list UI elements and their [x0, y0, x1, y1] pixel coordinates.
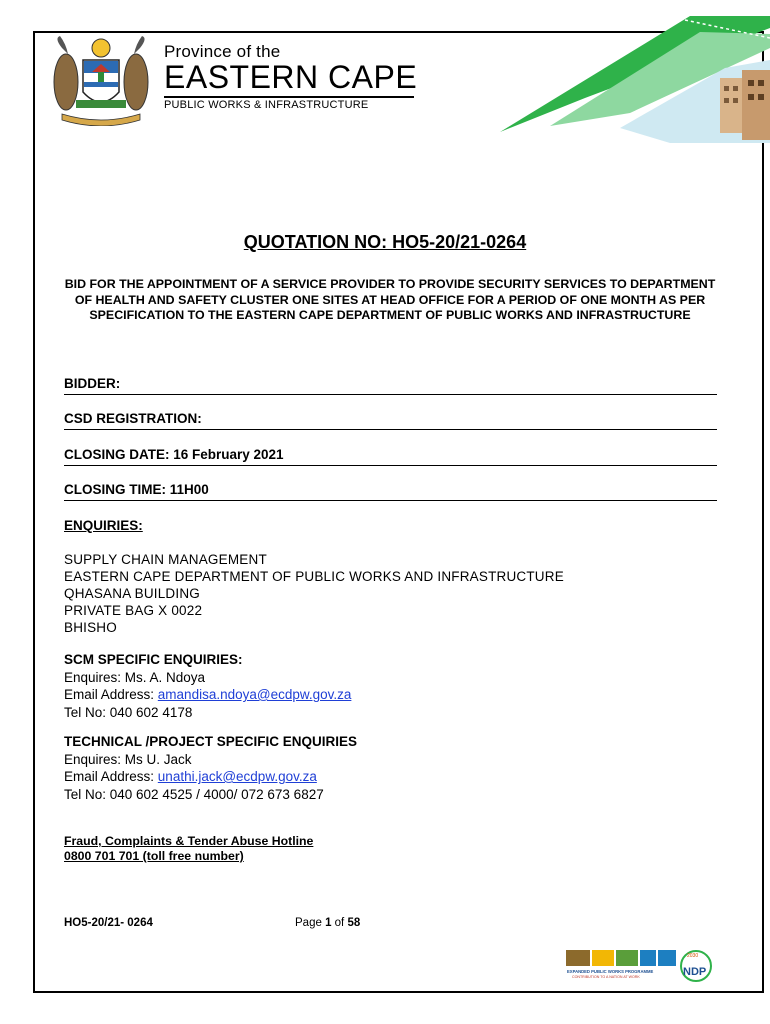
coat-of-arms-logo [40, 34, 162, 126]
quotation-title: QUOTATION NO: HO5-20/21-0264 [243, 232, 527, 252]
technical-contact: Enquires: Ms U. Jack [64, 751, 192, 767]
header-decoration [490, 8, 770, 143]
svg-text:CONTRIBUTION TO A NATION AT WO: CONTRIBUTION TO A NATION AT WORK [572, 975, 640, 979]
address-line: SUPPLY CHAIN MANAGEMENT [64, 552, 267, 567]
csd-registration-field: CSD REGISTRATION: [64, 411, 717, 430]
technical-email-row [64, 768, 357, 786]
email-label: Email Address: [64, 769, 158, 784]
technical-heading: TECHNICAL /PROJECT SPECIFIC ENQUIRIES [64, 734, 358, 749]
province-line: Province of the [164, 42, 281, 61]
closing-date-field: CLOSING DATE: 16 February 2021 [64, 447, 717, 466]
fraud-hotline [64, 834, 313, 864]
page-number: Page 1 of 58 [295, 917, 361, 929]
scm-email-row [64, 686, 351, 704]
closing-time-field: CLOSING TIME: 11H00 [64, 482, 717, 501]
header-rule [164, 96, 414, 98]
svg-text:NDP: NDP [683, 966, 707, 978]
address-line: PRIVATE BAG X 0022 [64, 603, 203, 618]
hotline-number: 0800 701 701 (toll free number) [64, 849, 244, 863]
bid-description: BID FOR THE APPOINTMENT OF A SERVICE PROVIDER TO PROVIDE SECURITY SERVICES TO DEPARTMENT OF HEALTH AND SAFETY CLUSTER ONE SITES AT HEAD OFFICE FOR A PERIOD OF ONE MONTH AS PER SPECIFICATION TO THE EASTERN CAPE DEPARTMENT OF PUBLIC WORKS AND INFRASTRUCTURE [64, 277, 716, 322]
technical-telephone: Tel No: 040 602 4525 / 4000/ 072 673 6827 [64, 786, 324, 802]
epwp-ndp-logos [566, 948, 716, 984]
footer-reference: HO5-20/21- 0264 [64, 917, 153, 929]
scm-enquiries-block [64, 651, 351, 721]
svg-text:2030: 2030 [687, 953, 699, 959]
address-line: BHISHO [64, 620, 117, 635]
department-name: PUBLIC WORKS & INFRASTRUCTURE [164, 99, 369, 111]
scm-email-link[interactable]: amandisa.ndoya@ecdpw.gov.za [157, 687, 352, 702]
technical-email-link[interactable]: unathi.jack@ecdpw.gov.za [157, 769, 317, 784]
scm-heading: SCM SPECIFIC ENQUIRIES: [64, 652, 243, 667]
address-line: QHASANA BUILDING [64, 586, 200, 601]
enquiries-heading: ENQUIRIES: [64, 518, 143, 533]
technical-enquiries-block [64, 733, 357, 803]
province-name: EASTERN CAPE [164, 59, 418, 95]
address-line: EASTERN CAPE DEPARTMENT OF PUBLIC WORKS AND INFRASTRUCTURE [64, 569, 564, 584]
hotline-title: Fraud, Complaints & Tender Abuse Hotline [64, 834, 314, 848]
email-label: Email Address: [64, 687, 158, 702]
scm-contact: Enquires: Ms. A. Ndoya [64, 669, 206, 685]
bidder-field: BIDDER: [64, 376, 717, 395]
enquiries-address [64, 551, 564, 636]
scm-telephone: Tel No: 040 602 4178 [64, 704, 193, 720]
svg-text:EXPANDED PUBLIC WORKS PROGRAMM: EXPANDED PUBLIC WORKS PROGRAMME [567, 969, 654, 974]
